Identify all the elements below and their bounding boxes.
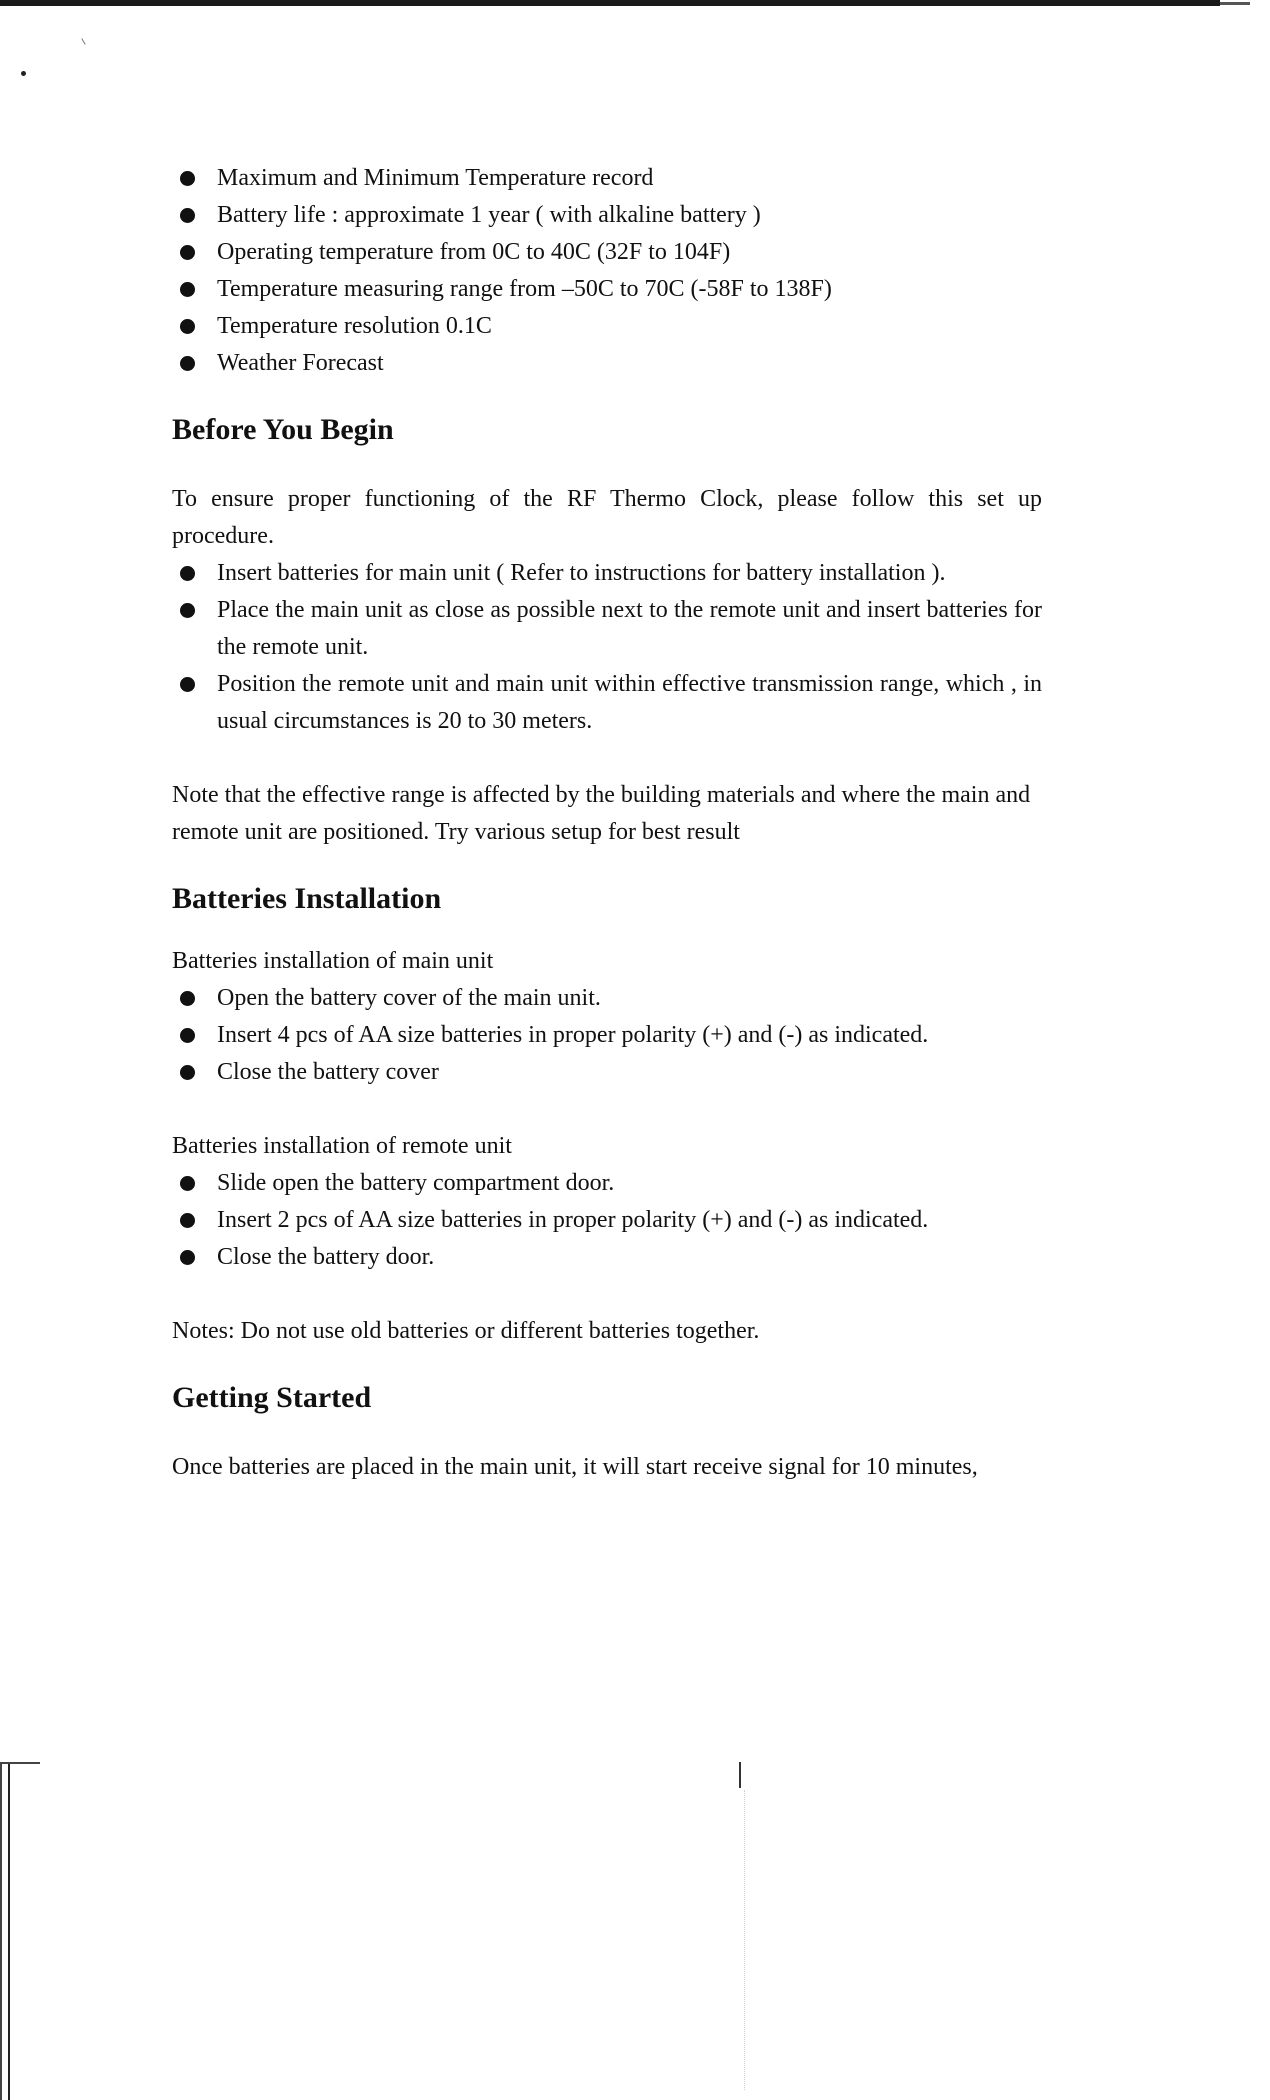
feature-list <box>172 160 1042 382</box>
list-item: Open the battery cover of the main unit. <box>172 980 1042 1017</box>
getting-started-text: Once batteries are placed in the main unit, it will start receive signal for 10 minutes, <box>172 1454 978 1480</box>
before-you-begin-intro: To ensure proper functioning of the RF Thermo Clock, please follow this set up procedure. <box>172 486 1042 549</box>
list-item: Maximum and Minimum Temperature record <box>172 160 1042 197</box>
list-item: Temperature resolution 0.1C <box>172 308 1042 345</box>
scan-speck <box>21 71 26 76</box>
scan-artifact-dotted-line <box>744 1790 745 2090</box>
manual-page <box>172 160 1042 1486</box>
section-heading-batteries-installation: Batteries Installation <box>172 882 442 915</box>
remote-unit-steps-list <box>172 1165 1042 1276</box>
scan-corner-rule <box>0 1762 40 1764</box>
list-item: Operating temperature from 0C to 40C (32F to 104F) <box>172 234 1042 271</box>
battery-notes: Notes: Do not use old batteries or different batteries together. <box>172 1318 760 1344</box>
list-item: Insert 2 pcs of AA size batteries in proper polarity (+) and (-) as indicated. <box>172 1202 1042 1239</box>
setup-steps-list <box>172 555 1042 740</box>
remote-unit-install-label: Batteries installation of remote unit <box>172 1133 512 1159</box>
section-heading-before-you-begin: Before You Begin <box>172 413 394 446</box>
top-scan-rule <box>0 0 1220 6</box>
list-item: Place the main unit as close as possible next to the remote unit and insert batteries for the remote unit. <box>172 592 1042 666</box>
scan-corner-inner-edge <box>8 1764 10 2100</box>
list-item: Close the battery door. <box>172 1239 1042 1276</box>
list-item: Insert batteries for main unit ( Refer to instructions for battery installation ). <box>172 555 1042 592</box>
range-note: Note that the effective range is affected by the building materials and where the main and remote unit are positioned. Try various setup for best result <box>172 782 1031 845</box>
scan-artifact-bar <box>739 1762 741 1788</box>
list-item: Close the battery cover <box>172 1054 1042 1091</box>
list-item: Weather Forecast <box>172 345 1042 382</box>
list-item: Battery life : approximate 1 year ( with alkaline battery ) <box>172 197 1042 234</box>
main-unit-install-label: Batteries installation of main unit <box>172 948 494 974</box>
list-item: Insert 4 pcs of AA size batteries in proper polarity (+) and (-) as indicated. <box>172 1017 1042 1054</box>
main-unit-steps-list <box>172 980 1042 1091</box>
list-item: Position the remote unit and main unit within effective transmission range, which , in usual circumstances is 20 to 30 meters. <box>172 666 1042 740</box>
top-scan-rule-tail <box>1220 2 1250 5</box>
list-item: Temperature measuring range from –50C to 70C (-58F to 138F) <box>172 271 1042 308</box>
section-heading-getting-started: Getting Started <box>172 1381 372 1414</box>
list-item: Slide open the battery compartment door. <box>172 1165 1042 1202</box>
scan-corner-edge <box>0 1764 2 2100</box>
scan-mark <box>81 38 85 45</box>
